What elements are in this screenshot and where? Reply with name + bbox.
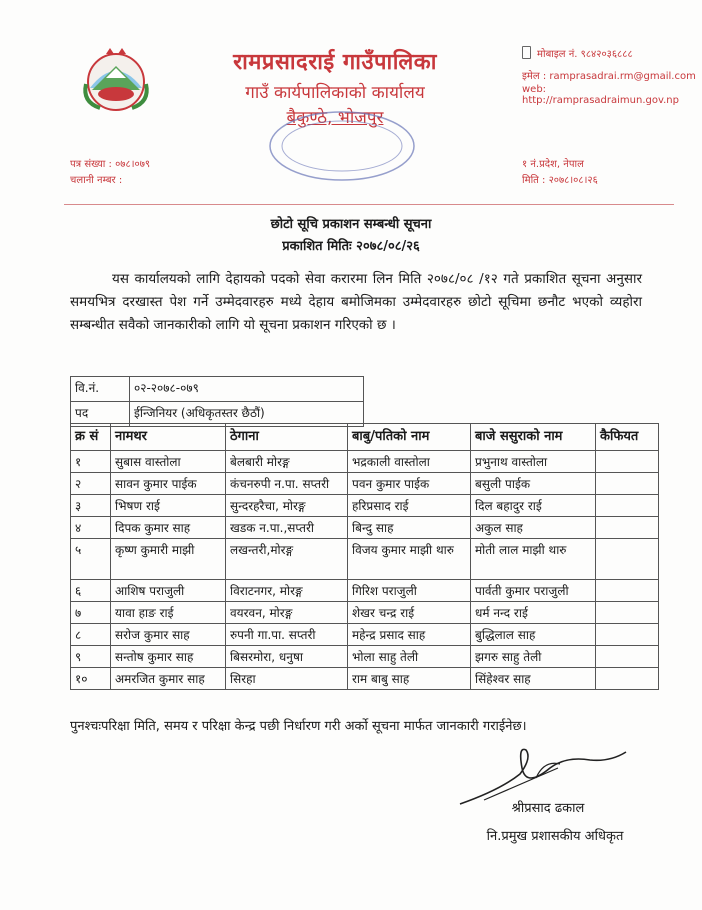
cell-grandfather: मोती लाल माझी थारु: [471, 539, 596, 580]
table-row: [71, 495, 659, 517]
province-text: १ नं.प्रदेश, नेपाल: [522, 159, 584, 170]
chalani-number: चलानी नम्बर :: [70, 175, 123, 186]
vinn-value: ०२-२०७८-०७९: [130, 377, 364, 402]
table-row: [71, 539, 659, 580]
col-header-address: ठेगाना: [226, 424, 348, 451]
table-row: [71, 668, 659, 690]
cell-name: सावन कुमार पाईक: [111, 473, 226, 495]
signer-name: श्रीप्रसाद ढकाल: [511, 801, 585, 816]
cell-name: आशिष पराजुली: [111, 580, 226, 602]
cell-father: राम बाबु साह: [348, 668, 471, 690]
org-location: बैकुण्ठे, भोजपुर: [286, 108, 384, 128]
cell-remarks: [596, 473, 659, 495]
col-header-remarks: कैफियत: [596, 424, 659, 451]
table-row: [71, 473, 659, 495]
cell-grandfather: पार्वती कुमार पराजुली: [471, 580, 596, 602]
table-header-row: [71, 424, 659, 451]
table-row: [71, 517, 659, 539]
phone-icon: [522, 46, 531, 59]
cell-father: शेखर चन्द्र राई: [348, 602, 471, 624]
cell-sn: ५: [71, 539, 111, 580]
col-header-father: बाबु/पतिको नाम: [348, 424, 471, 451]
col-header-name: नामथर: [111, 424, 226, 451]
nepal-emblem-icon: [76, 44, 156, 114]
notice-body: यस कार्यालयको लागि देहायको पदको सेवा करारमा लिन मिति २०७८/०८ /१२ गते प्रकाशित सूचना अनुसार समयभित्र दरखास्त पेश गर्ने उम्मेदवारहरु मध्ये देहाय बमोजिमका उम्मेदवारहरु छोटो सूचिमा छनौट भएको व्यहोरा सम्बन्धीत सवैको जानकारीको लागि यो सूचना प्रकाशन गरिएको छ ।: [70, 271, 642, 333]
org-name: रामप्रसादराई गाउँपालिका: [233, 50, 437, 75]
cell-grandfather: धर्म नन्द राई: [471, 602, 596, 624]
phone-text: मोबाइल नं. ९८४२०३६८८८: [522, 46, 633, 60]
cell-address: कंचनरुपी न.पा. सप्तरी: [226, 473, 348, 495]
cell-remarks: [596, 451, 659, 473]
cell-name: सरोज कुमार साह: [111, 624, 226, 646]
info-table: [70, 376, 364, 427]
published-date: प्रकाशित मितिः २०७८/०८/२६: [282, 239, 420, 254]
cell-name: सन्तोष कुमार साह: [111, 646, 226, 668]
col-header-grandfather: बाजे ससुराको नाम: [471, 424, 596, 451]
cell-sn: १०: [71, 668, 111, 690]
cell-name: भिषण राई: [111, 495, 226, 517]
cell-father: बिन्दु साह: [348, 517, 471, 539]
cell-grandfather: दिल बहादुर राई: [471, 495, 596, 517]
cell-address: खडक न.पा.,सप्तरी: [226, 517, 348, 539]
table-row: [71, 602, 659, 624]
cell-name: सुबास वास्तोला: [111, 451, 226, 473]
post-value: ईन्जिनियर (अधिकृतस्तर छैठौं): [130, 402, 364, 427]
cell-grandfather: झगरु साहु तेली: [471, 646, 596, 668]
notice-title: छोटो सूचि प्रकाशन सम्बन्धी सूचना: [270, 217, 432, 232]
cell-remarks: [596, 495, 659, 517]
cell-name: कृष्ण कुमारी माझी: [111, 539, 226, 580]
cell-sn: ७: [71, 602, 111, 624]
cell-father: हरिप्रसाद राई: [348, 495, 471, 517]
cell-address: विराटनगर, मोरङ्ग: [226, 580, 348, 602]
cell-grandfather: बसुली पाईक: [471, 473, 596, 495]
cell-sn: १: [71, 451, 111, 473]
cell-address: लखन्तरी,मोरङ्ग: [226, 539, 348, 580]
cell-address: रुपनी गा.पा. सप्तरी: [226, 624, 348, 646]
cell-grandfather: अकुल साह: [471, 517, 596, 539]
cell-address: बेलबारी मोरङ्ग: [226, 451, 348, 473]
signer-title: नि.प्रमुख प्रशासकीय अधिकृत: [486, 829, 624, 844]
cell-address: सुन्दरहरैचा, मोरङ्ग: [226, 495, 348, 517]
cell-sn: ६: [71, 580, 111, 602]
cell-grandfather: सिंहेश्वर साह: [471, 668, 596, 690]
cell-name: अमरजित कुमार साह: [111, 668, 226, 690]
shortlist-table: [70, 423, 659, 690]
post-label: पद: [71, 402, 130, 427]
table-row: [71, 646, 659, 668]
cell-remarks: [596, 624, 659, 646]
cell-sn: ८: [71, 624, 111, 646]
cell-grandfather: प्रभुनाथ वास्तोला: [471, 451, 596, 473]
cell-remarks: [596, 539, 659, 580]
cell-sn: ३: [71, 495, 111, 517]
table-row: [71, 580, 659, 602]
cell-father: भोला साहु तेली: [348, 646, 471, 668]
cell-address: वयरवन, मोरङ्ग: [226, 602, 348, 624]
cell-father: भद्रकाली वास्तोला: [348, 451, 471, 473]
cell-father: विजय कुमार माझी थारु: [348, 539, 471, 580]
email-text: इमेल : ramprasadrai.rm@gmail.com: [522, 71, 696, 82]
cell-father: महेन्द्र प्रसाद साह: [348, 624, 471, 646]
vinn-label: वि.नं.: [71, 377, 130, 402]
cell-sn: ४: [71, 517, 111, 539]
cell-address: सिरहा: [226, 668, 348, 690]
cell-address: बिसरमोरा, धनुषा: [226, 646, 348, 668]
cell-father: पवन कुमार पाईक: [348, 473, 471, 495]
cell-name: दिपक कुमार साह: [111, 517, 226, 539]
org-subtitle: गाउँ कार्यपालिकाको कार्यालय: [245, 83, 425, 103]
cell-name: यावा हाङ राई: [111, 602, 226, 624]
col-header-sn: क्र सं: [71, 424, 111, 451]
cell-sn: ९: [71, 646, 111, 668]
table-row: [71, 451, 659, 473]
cell-remarks: [596, 668, 659, 690]
table-row: [71, 624, 659, 646]
cell-remarks: [596, 517, 659, 539]
header-divider: [64, 204, 674, 205]
info-row-vinn: [71, 377, 364, 402]
web-text: web: http://ramprasadraimun.gov.np: [522, 84, 679, 106]
letter-date: मिति : २०७८।०८।२६: [522, 175, 598, 186]
cell-remarks: [596, 602, 659, 624]
footnote: पुनश्चःपरिक्षा मिति, समय र परिक्षा केन्द्र पछी निर्धारण गरी अर्को सूचना मार्फत जानकारी गराईनेछ।: [70, 719, 527, 734]
cell-remarks: [596, 580, 659, 602]
office-stamp: [262, 104, 422, 184]
cell-sn: २: [71, 473, 111, 495]
cell-remarks: [596, 646, 659, 668]
cell-grandfather: बुद्धिलाल साह: [471, 624, 596, 646]
patra-sankhya: पत्र संख्या : ०७८।०७९: [70, 159, 151, 170]
cell-father: गिरिश पराजुली: [348, 580, 471, 602]
